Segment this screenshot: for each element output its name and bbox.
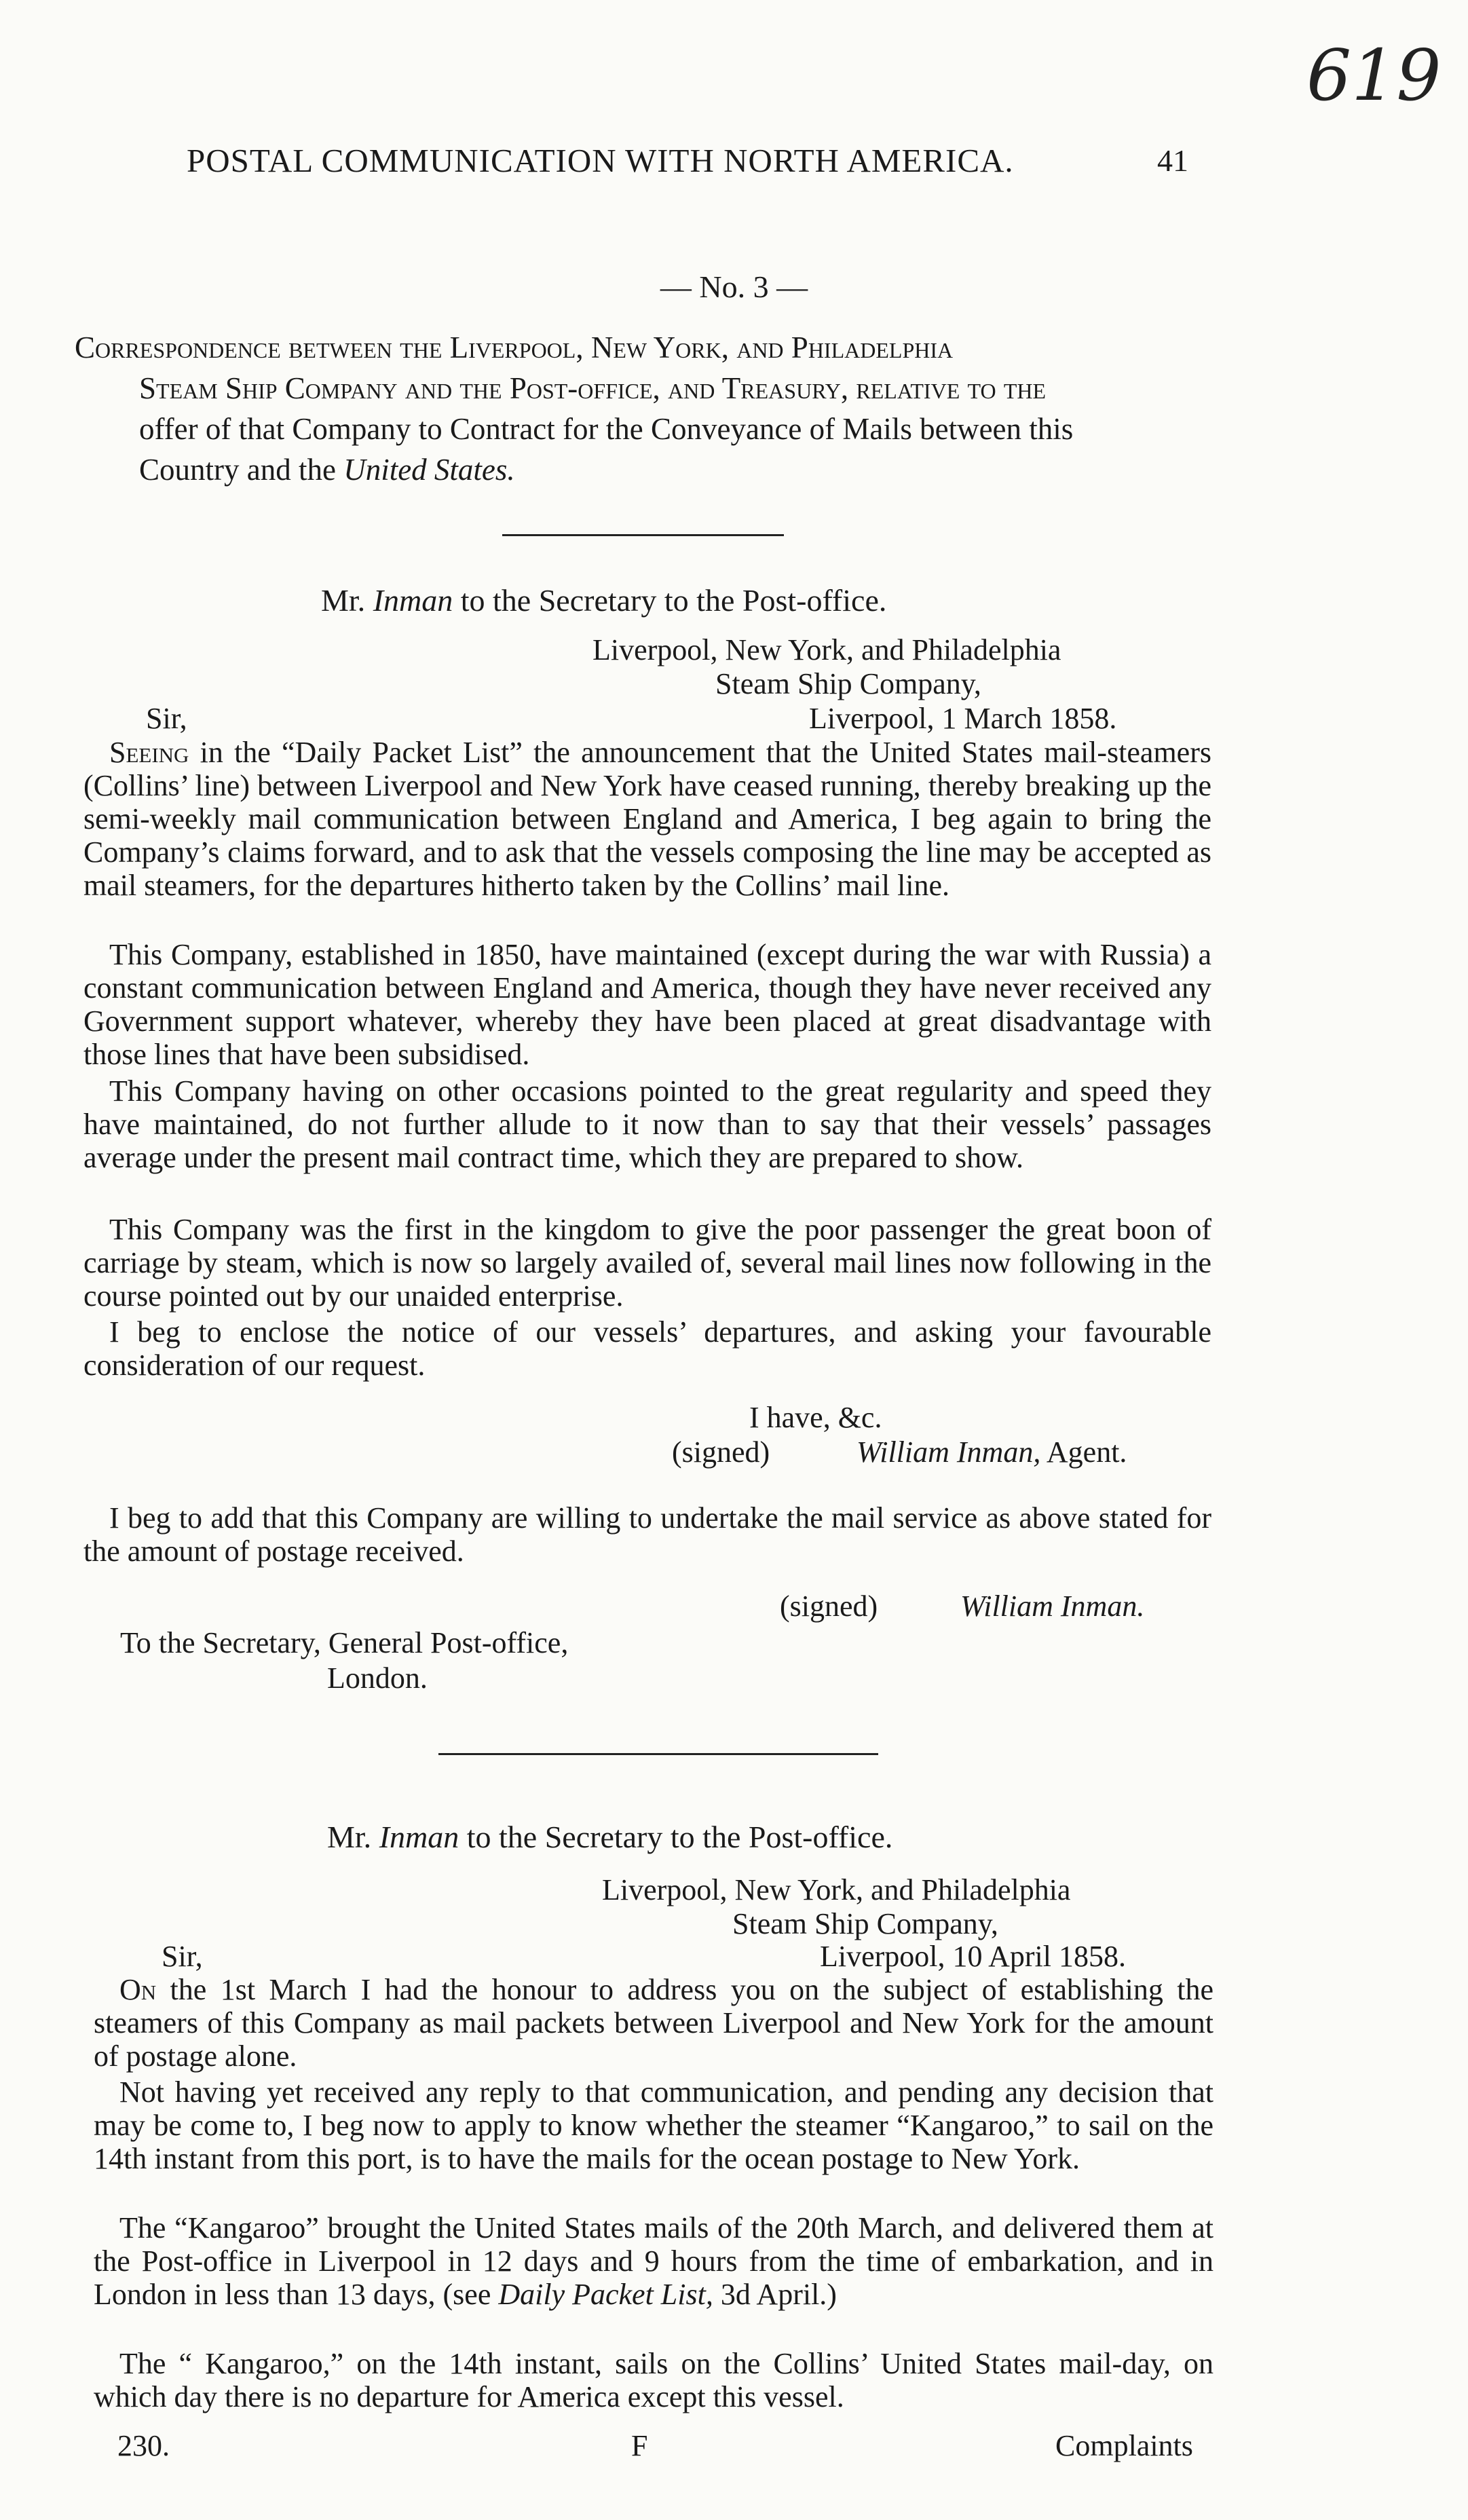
- running-head: POSTAL COMMUNICATION WITH NORTH AMERICA.: [187, 142, 1014, 179]
- correspondence-title: [75, 327, 1222, 490]
- letter2-paragraph-1: On the 1st March I had the honour to address you on the subject of establishing the steamers of this Company as mail packets between Liverpool and New York for the amount of postage alone.: [94, 1973, 1213, 2073]
- letter1-signed-label: (signed): [672, 1435, 770, 1469]
- letter1-addressee-line2: London.: [327, 1661, 428, 1695]
- letter1-paragraph-5: I beg to enclose the notice of our vessels’ departures, and asking your favourable consideration of our request.: [83, 1315, 1211, 1382]
- letter1-postscript: I beg to add that this Company are willing to undertake the mail service as above stated for the amount of postage received.: [83, 1501, 1211, 1568]
- letter2-salutation: Sir,: [162, 1940, 203, 1973]
- page-number: 41: [1157, 143, 1188, 178]
- letter2-heading: Mr. Inman to the Secretary to the Post-office.: [327, 1820, 893, 1854]
- footer-signature-mark: 230.: [117, 2429, 170, 2462]
- letter2-date: Liverpool, 10 April 1858.: [820, 1940, 1126, 1973]
- document-number: — No. 3 —: [660, 269, 808, 304]
- letter2-address-line1: Liverpool, New York, and Philadelphia: [602, 1873, 1071, 1906]
- title-line-1: Correspondence between the Liverpool, New York, and Philadelphia: [75, 331, 954, 364]
- letter1-signed-label-2: (signed): [780, 1590, 878, 1623]
- letter2-paragraph-2: Not having yet received any reply to that communication, and pending any decision that may be come to, I beg now to apply to know whether the steamer “Kangaroo,” to sail on the 14th instant from this port, is to have the mails for the ocean postage to New York.: [94, 2075, 1213, 2175]
- letter1-addressee-line1: To the Secretary, General Post-office,: [120, 1626, 569, 1659]
- section-divider: [502, 534, 784, 536]
- letter1-paragraph-4: This Company was the first in the kingdom to give the poor passenger the great boon of carriage by steam, which is now so largely availed of, several mail lines now following in the course pointed out by our unaided enterprise.: [83, 1213, 1211, 1313]
- footer-catchword: Complaints: [1055, 2429, 1193, 2462]
- letter2-address-line2: Steam Ship Company,: [732, 1907, 998, 1940]
- letter1-address-line1: Liverpool, New York, and Philadelphia: [592, 633, 1061, 666]
- letter2-paragraph-4: The “ Kangaroo,” on the 14th instant, sails on the Collins’ United States mail-day, on which day there is no departure for America except this vessel.: [94, 2347, 1213, 2413]
- title-line-2: Steam Ship Company and the Post-office, and Treasury, relative to the: [139, 371, 1047, 405]
- letter2-paragraph-3: The “Kangaroo” brought the United States mails of the 20th March, and delivered them at the Post-office in Liverpool in 12 days and 9 hours from the time of embarkation, and in London in less than 13 days, (see Daily Packet List, 3d April.): [94, 2211, 1213, 2311]
- title-line-4: Country and the United States.: [139, 453, 515, 487]
- letter1-paragraph-2: This Company, established in 1850, have maintained (except during the war with Russia) a constant communication between England and America, though they have never received any Government support whatever, whereby they have been placed at great disadvantage with those lines that have been subsidised.: [83, 938, 1211, 1071]
- letter1-salutation: Sir,: [146, 702, 187, 735]
- letter1-address-line2: Steam Ship Company,: [715, 667, 981, 700]
- title-line-3: offer of that Company to Contract for the Conveyance of Mails between this: [139, 412, 1074, 446]
- letter1-paragraph-1: Seeing in the “Daily Packet List” the announcement that the United States mail-steamers (Collins’ line) between Liverpool and New York have ceased running, thereby breaking up the semi-weekly mail communication between England and America, I beg again to bring the Company’s claims forward, and to ask that the vessels composing the line may be accepted as mail steamers, for the departures hitherto taken by the Collins’ mail line.: [83, 736, 1211, 902]
- footer-gathering-letter: F: [631, 2429, 648, 2462]
- section-divider-2: [438, 1753, 878, 1755]
- handwritten-folio-number: 619: [1306, 34, 1442, 117]
- letter1-heading: Mr. Inman to the Secretary to the Post-office.: [321, 583, 887, 618]
- letter1-signature: William Inman, Agent.: [857, 1435, 1127, 1469]
- letter1-signature-2: William Inman.: [960, 1590, 1145, 1623]
- letter1-date: Liverpool, 1 March 1858.: [809, 702, 1117, 735]
- letter1-closing: I have, &c.: [749, 1401, 882, 1434]
- letter1-paragraph-3: This Company having on other occasions pointed to the great regularity and speed they have maintained, do not further allude to it now than to say that their vessels’ passages average under the present mail contract time, which they are prepared to show.: [83, 1074, 1211, 1174]
